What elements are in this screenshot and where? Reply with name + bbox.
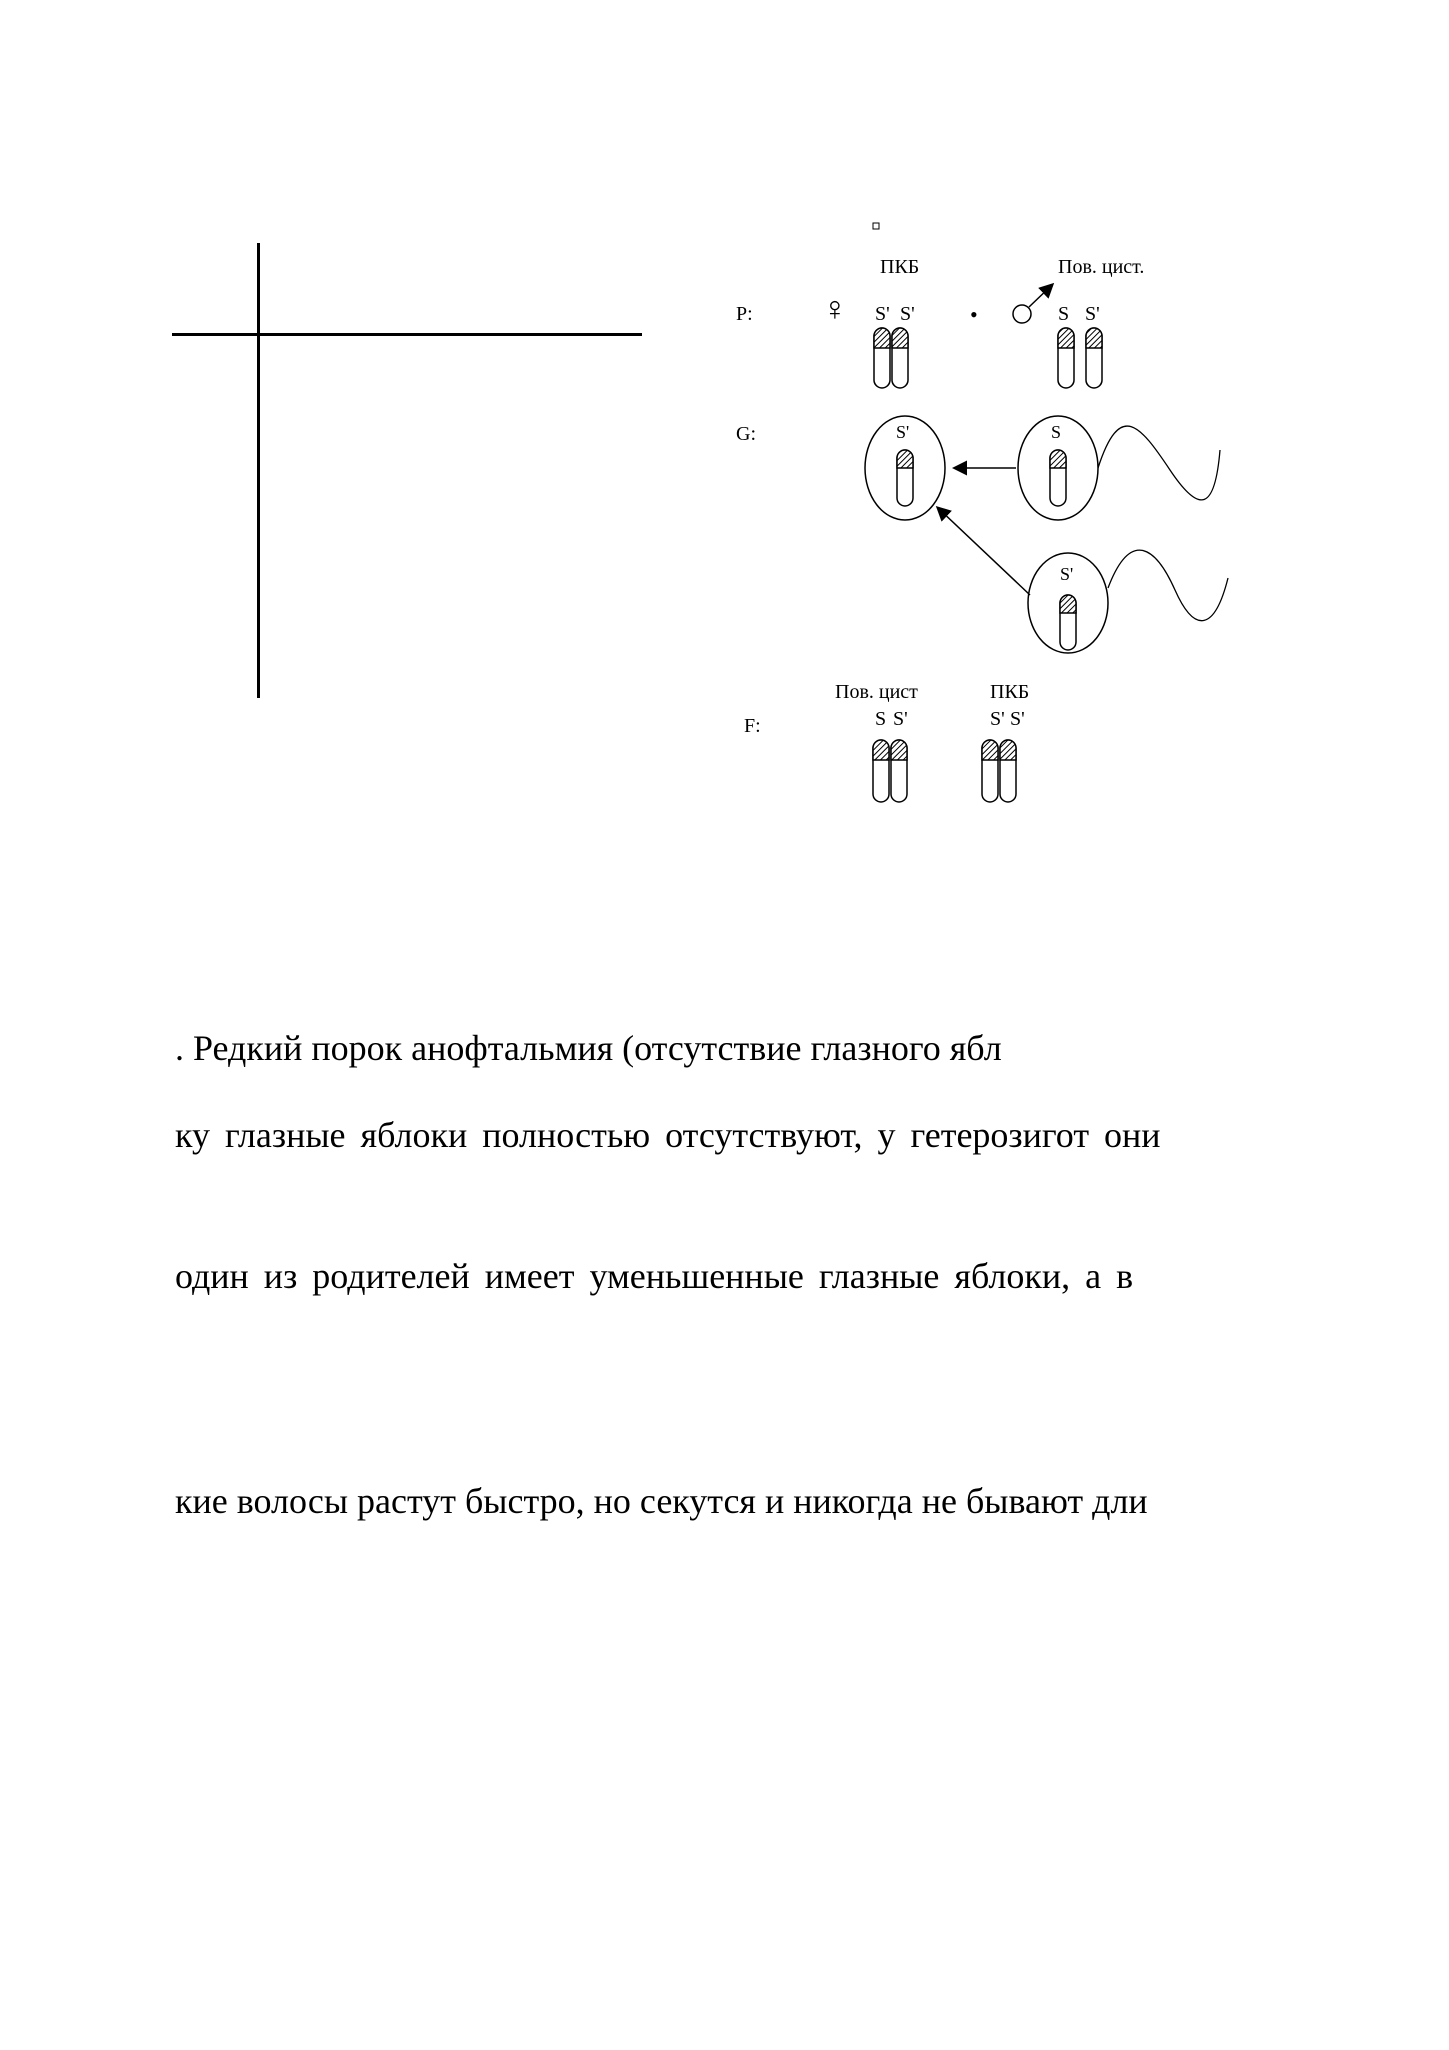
- female-symbol: ♀: [822, 291, 848, 328]
- p-female-allele-2: S': [900, 303, 915, 325]
- sperm-cell-1: [1018, 416, 1220, 520]
- p-female-phenotype: ПКБ: [880, 256, 920, 278]
- text-line-4: кие волосы растут быстро, но секутся и никогда не бывают дли: [175, 1481, 1148, 1521]
- f2-chromosomes: [982, 740, 1016, 802]
- fertilization-arrow-2: [938, 508, 1030, 595]
- sperm1-allele: S: [1051, 422, 1062, 442]
- f2-phenotype: ПКБ: [990, 681, 1030, 703]
- f2-allele-1: S': [990, 708, 1005, 730]
- p-female-allele-1: S': [875, 303, 890, 325]
- f1-allele-1: S: [875, 708, 887, 730]
- row-label-p: P:: [736, 303, 753, 325]
- text-line-3: один из родителей имеет уменьшенные глазные яблоки, а в: [175, 1256, 1134, 1296]
- cross-vertical-line: [257, 243, 260, 698]
- cross-dot: •: [970, 302, 978, 327]
- p-male-allele-2: S': [1085, 303, 1100, 325]
- text-line-2: ку глазные яблоки полностью отсутствуют, у гетерозигот они: [175, 1115, 1161, 1155]
- cross-horizontal-line: [172, 333, 642, 336]
- p-male-chromosomes: [1058, 328, 1102, 388]
- row-label-g: G:: [736, 423, 756, 445]
- genetics-cross-diagram: [700, 210, 1260, 820]
- f1-allele-2: S': [893, 708, 908, 730]
- f1-phenotype: Пов. цист: [835, 681, 918, 703]
- p-female-chromosomes: [874, 328, 908, 388]
- p-male-phenotype: Пов. цист.: [1058, 256, 1145, 278]
- sperm2-allele: S': [1060, 564, 1074, 584]
- f1-chromosomes: [873, 740, 907, 802]
- male-symbol: [1013, 285, 1052, 323]
- f2-allele-2: S': [1010, 708, 1025, 730]
- square-mark: [873, 223, 879, 229]
- sperm-cell-2: [1028, 550, 1228, 653]
- text-line-1: . Редкий порок анофтальмия (отсутствие глазного ябл: [175, 1028, 1002, 1068]
- egg-allele: S': [896, 422, 910, 442]
- row-label-f: F:: [744, 715, 761, 737]
- p-male-allele-1: S: [1058, 303, 1070, 325]
